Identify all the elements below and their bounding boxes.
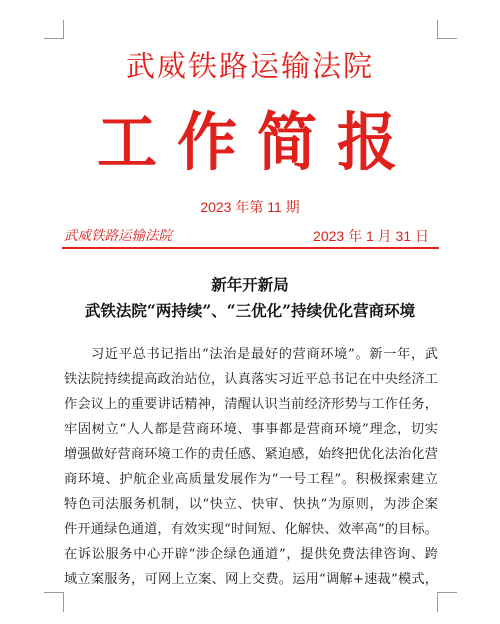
article-headline-main: 新年开新局: [211, 275, 289, 294]
org-title: 武威铁路运输法院: [125, 49, 374, 83]
crop-mark: [437, 38, 457, 39]
crop-mark: [63, 592, 64, 612]
article-headline-sub: 武铁法院“两持续”、“三优化”持续优化营商环境: [84, 301, 416, 320]
body-line: 作会议上的重要讲话精神，清醒认识当前经济形势与工作任务，: [64, 397, 438, 412]
body-line: 商环境、护航企业高质量发展作为“一号工程”。积极探索建立: [64, 472, 438, 487]
body-line: 牢固树立“人人都是营商环境、事事都是营商环境”理念，切实: [64, 422, 438, 437]
brief-title: 工作简报: [97, 106, 417, 180]
crop-mark: [437, 592, 438, 612]
publish-date: 2023 年 1 月 31 日: [313, 228, 429, 244]
crop-mark: [63, 20, 64, 39]
body-line: 域立案服务，可网上立案、网上交费。运用“调解+速裁”模式，: [64, 572, 438, 587]
crop-mark: [437, 592, 457, 593]
crop-mark: [44, 38, 64, 39]
article-body: [64, 342, 438, 592]
body-line: 特色司法服务机制，以“快立、快审、快执”为原则，为涉企案: [64, 497, 438, 512]
body-line: 铁法院持续提高政治站位，认真落实习近平总书记在中央经济工: [64, 372, 438, 387]
body-line: 习近平总书记指出“法治是最好的营商环境”。新一年，武: [91, 347, 438, 362]
red-divider: [62, 247, 439, 249]
meta-row: [64, 226, 437, 246]
issue-number: 2023 年第 11 期: [200, 199, 300, 215]
crop-mark: [44, 592, 64, 593]
body-line: 在诉讼服务中心开辟“涉企绿色通道”，提供免费法律咨询、跨: [64, 547, 438, 562]
body-line: 件开通绿色通道，有效实现“时间短、化解快、效率高”的目标。: [64, 522, 438, 537]
body-line: 增强做好营商环境工作的责任感、紧迫感，始终把优化法治化营: [64, 447, 438, 462]
publisher-name: 武威铁路运输法院: [64, 228, 172, 244]
crop-mark: [437, 20, 438, 39]
